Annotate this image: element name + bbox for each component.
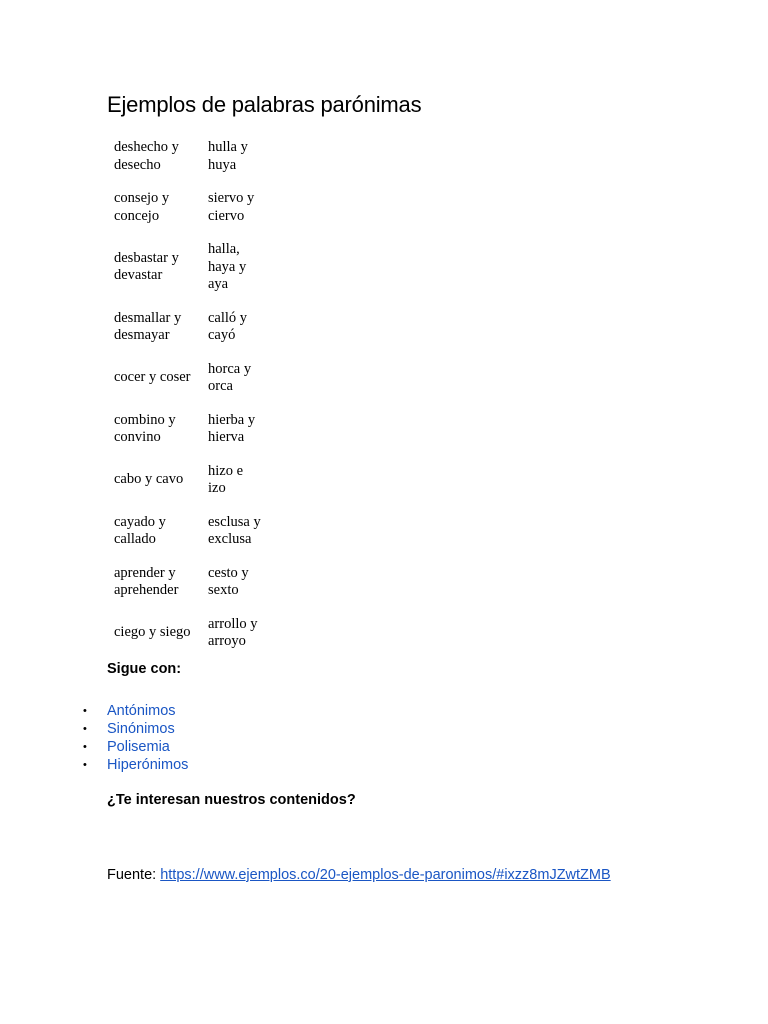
table-cell: desmallar y desmayar <box>114 309 182 343</box>
follow-heading: Sigue con: <box>107 661 182 677</box>
list-item <box>83 720 188 738</box>
bullet-icon: • <box>83 723 87 735</box>
table-cell: halla, haya y aya <box>208 241 247 292</box>
list-item <box>83 756 188 774</box>
table-cell: hulla y huya <box>208 139 248 173</box>
table-cell: hierba y hierva <box>208 411 256 445</box>
table-cell: cesto y sexto <box>208 564 249 598</box>
table-cell: combino y convino <box>114 411 176 445</box>
table-row <box>107 131 271 182</box>
table-row <box>107 404 271 455</box>
table-row <box>107 233 271 302</box>
table-cell: arrollo y arroyo <box>208 615 258 649</box>
table-cell: cabo y cavo <box>114 471 184 488</box>
table-cell: desbastar y devastar <box>114 249 179 284</box>
page-title: Ejemplos de palabras parónimas <box>107 92 422 117</box>
table-row <box>107 506 271 557</box>
table-cell: deshecho y desecho <box>114 139 179 173</box>
link-hiperonimos[interactable]: Hiperónimos <box>107 757 189 773</box>
table-cell: cocer y coser <box>114 369 191 386</box>
table-row <box>107 455 271 506</box>
source-label: Fuente: <box>107 867 157 883</box>
table-cell: aprender y aprehender <box>114 564 179 598</box>
table-row <box>107 353 271 404</box>
source-line <box>107 866 611 884</box>
table-row <box>107 302 271 353</box>
table-cell: cayado y callado <box>114 513 166 547</box>
table-cell: siervo y ciervo <box>208 190 255 224</box>
interest-question: ¿Te interesan nuestros contenidos? <box>107 792 356 808</box>
table-row <box>107 182 271 233</box>
list-item <box>83 738 188 756</box>
list-item <box>83 702 188 720</box>
paronyms-table <box>107 131 271 659</box>
table-cell: ciego y siego <box>114 624 191 641</box>
table-row <box>107 608 271 659</box>
table-cell: calló y cayó <box>208 309 248 343</box>
table-cell: hizo e izo <box>208 462 244 496</box>
bullet-icon: • <box>83 705 87 717</box>
link-antonimos[interactable]: Antónimos <box>107 703 176 719</box>
table-cell: esclusa y exclusa <box>208 513 261 547</box>
link-sinonimos[interactable]: Sinónimos <box>107 721 175 737</box>
bullet-icon: • <box>83 759 87 771</box>
link-polisemia[interactable]: Polisemia <box>107 739 170 755</box>
follow-links-list <box>83 702 188 774</box>
bullet-icon: • <box>83 741 87 753</box>
table-cell: horca y orca <box>208 360 252 394</box>
table-cell: consejo y concejo <box>114 190 170 224</box>
source-link[interactable]: https://www.ejemplos.co/20-ejemplos-de-paronimos/#ixzz8mJZwtZMB <box>160 867 611 883</box>
table-row <box>107 557 271 608</box>
